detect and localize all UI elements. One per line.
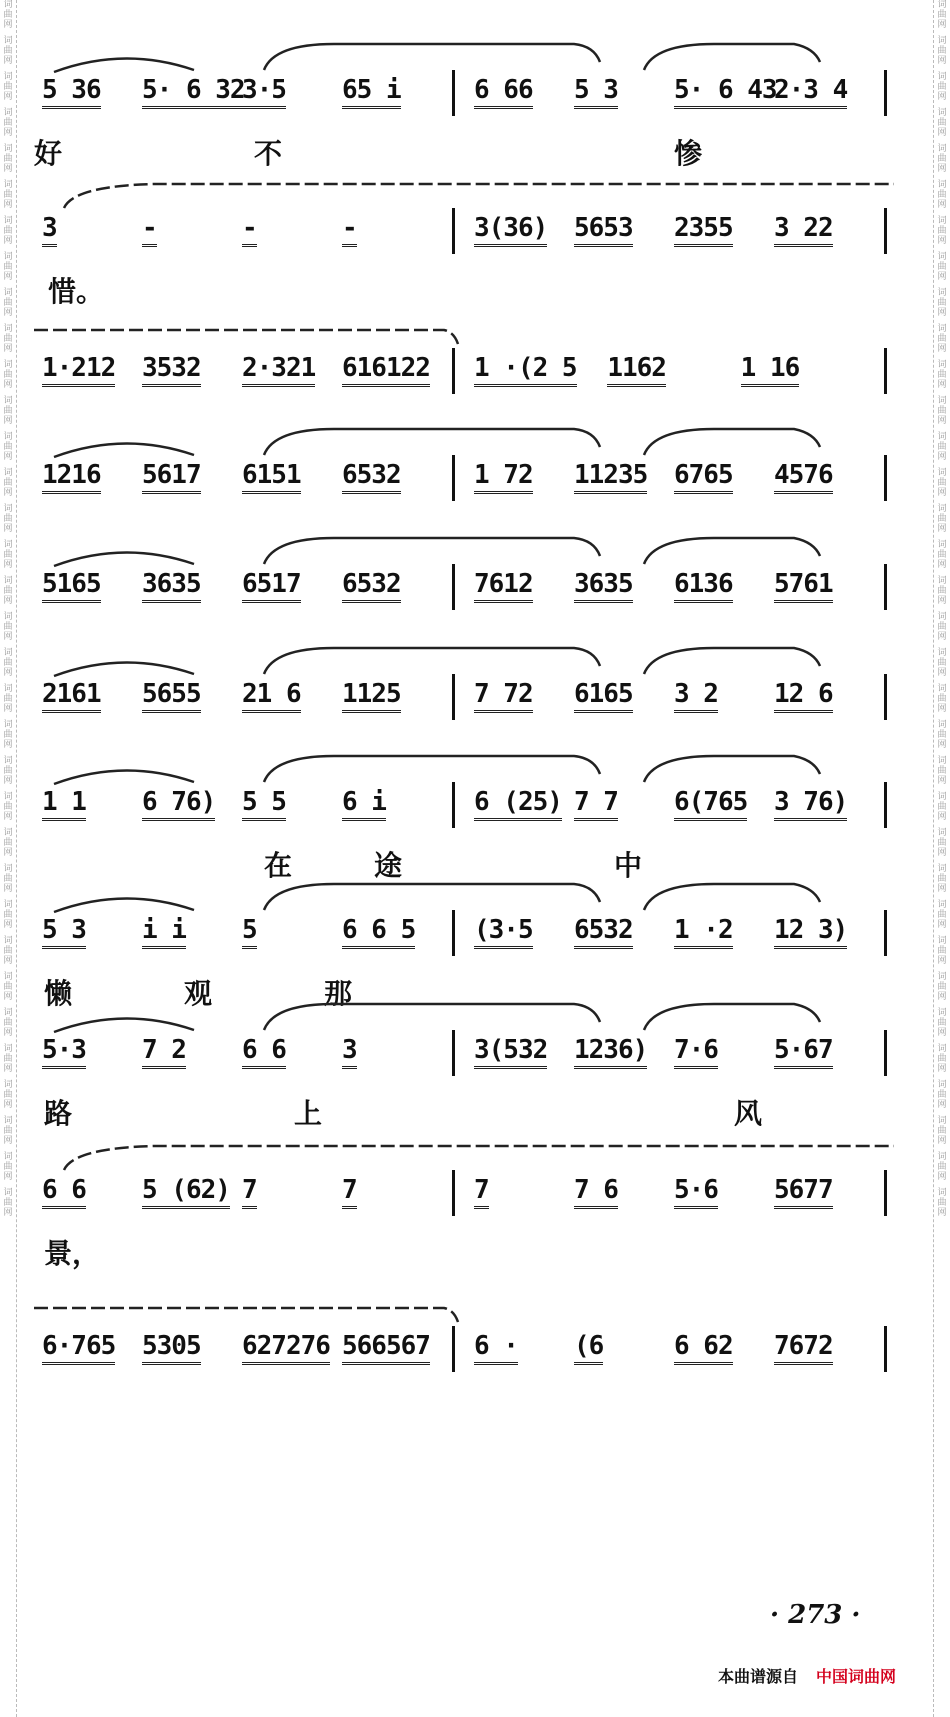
watermark-text: 词曲网	[3, 252, 13, 282]
note-group: 1236)	[574, 1036, 647, 1069]
slur-marks	[34, 318, 910, 358]
watermark-text: 词曲网	[937, 108, 947, 138]
watermark-text: 词曲网	[3, 864, 13, 894]
note-group: 6136	[674, 570, 733, 603]
slur-marks	[34, 178, 910, 218]
watermark-text: 词曲网	[937, 1044, 947, 1074]
watermark-text: 词曲网	[937, 684, 947, 714]
note-group: 6 6	[242, 1036, 286, 1069]
note-group: 3 76)	[774, 788, 847, 821]
note-group: -	[342, 214, 357, 247]
watermark-text: 词曲网	[937, 180, 947, 210]
note-group: 12 3)	[774, 916, 847, 949]
watermark-text: 词曲网	[937, 1116, 947, 1146]
note-group: 5653	[574, 214, 633, 247]
note-group: 5617	[142, 461, 201, 494]
note-group: 1162	[607, 354, 666, 387]
note-group: 5165	[42, 570, 101, 603]
watermark-text: 词曲网	[3, 36, 13, 66]
watermark-text: 词曲网	[3, 324, 13, 354]
note-group: 1125	[342, 680, 401, 713]
note-group: 1216	[42, 461, 101, 494]
note-group: 5· 6 32	[142, 76, 245, 109]
note-group: 5·6	[674, 1176, 718, 1209]
watermark-text: 词曲网	[3, 108, 13, 138]
note-group: 3	[42, 214, 57, 247]
note-group: 3	[342, 1036, 357, 1069]
slur-marks	[34, 880, 910, 920]
staff-system	[34, 1296, 910, 1406]
watermark-text: 词曲网	[3, 216, 13, 246]
note-group: 6 i	[342, 788, 386, 821]
barline	[452, 910, 455, 956]
watermark-text: 词曲网	[937, 252, 947, 282]
lyric-syllable: 景，	[44, 1237, 101, 1270]
note-group: 6 (25)	[474, 788, 562, 821]
watermark-text: 词曲网	[3, 0, 13, 30]
watermark-text: 词曲网	[937, 144, 947, 174]
note-group: 5 3	[574, 76, 618, 109]
note-group: 6(765	[674, 788, 747, 821]
staff-system	[34, 178, 910, 308]
note-group: 5·3	[42, 1036, 86, 1069]
note-group: 7	[342, 1176, 357, 1209]
barline	[452, 1030, 455, 1076]
note-group: 2355	[674, 214, 733, 247]
barline	[884, 348, 887, 394]
source-site-link[interactable]: 中国词曲网	[816, 1667, 897, 1686]
note-group: 6 ·	[474, 1332, 518, 1365]
note-group: 6532	[574, 916, 633, 949]
note-group: i i	[142, 916, 186, 949]
watermark-text: 词曲网	[3, 1008, 13, 1038]
watermark-text: 词曲网	[937, 1152, 947, 1182]
notation-row	[34, 76, 910, 122]
watermark-text: 词曲网	[937, 1188, 947, 1218]
page-number: · 273 ·	[770, 1600, 861, 1630]
watermark-text: 词曲网	[3, 360, 13, 390]
watermark-text: 词曲网	[3, 432, 13, 462]
watermark-text: 词曲网	[3, 648, 13, 678]
slur-marks	[34, 752, 910, 792]
slur-marks	[34, 1296, 910, 1336]
watermark-text: 词曲网	[937, 828, 947, 858]
note-group: 3532	[142, 354, 201, 387]
staff-system	[34, 425, 910, 535]
watermark-text: 词曲网	[937, 1008, 947, 1038]
watermark-text: 词曲网	[937, 648, 947, 678]
notation-row	[34, 1332, 910, 1378]
barline	[452, 1326, 455, 1372]
source-label: 本曲谱源自	[718, 1667, 799, 1686]
watermark-text: 词曲网	[3, 180, 13, 210]
watermark-text: 词曲网	[3, 756, 13, 786]
note-group: 7672	[774, 1332, 833, 1365]
notation-row	[34, 214, 910, 260]
barline	[452, 70, 455, 116]
notation-row	[34, 1036, 910, 1082]
staff-system	[34, 644, 910, 754]
note-group: 3(36)	[474, 214, 547, 247]
watermark-text: 词曲网	[937, 324, 947, 354]
note-group: 6 76)	[142, 788, 215, 821]
lyric-syllable: 路	[44, 1097, 73, 1130]
watermark-text: 词曲网	[3, 1152, 13, 1182]
barline	[884, 1326, 887, 1372]
slur-marks	[34, 425, 910, 465]
staff-system	[34, 1000, 910, 1130]
lyric-syllable: 风	[734, 1097, 763, 1130]
note-group: 2·321	[242, 354, 315, 387]
barline	[884, 564, 887, 610]
slur-marks	[34, 534, 910, 574]
note-group: 5	[242, 916, 257, 949]
note-group: 5 36	[42, 76, 101, 109]
staff-system	[34, 534, 910, 644]
lyric-syllable: 好	[34, 137, 63, 170]
note-group: 1·212	[42, 354, 115, 387]
note-group: 6151	[242, 461, 301, 494]
slur-marks	[34, 1000, 910, 1040]
watermark-text: 词曲网	[937, 72, 947, 102]
note-group: 6165	[574, 680, 633, 713]
barline	[884, 1030, 887, 1076]
note-group: 21 6	[242, 680, 301, 713]
watermark-text: 词曲网	[3, 720, 13, 750]
lyric-syllable: 不	[254, 137, 283, 170]
note-group: 3(532	[474, 1036, 547, 1069]
watermark-text: 词曲网	[937, 576, 947, 606]
note-group: 1 72	[474, 461, 533, 494]
barline	[452, 455, 455, 501]
note-group: -	[142, 214, 157, 247]
note-group: 2161	[42, 680, 101, 713]
barline	[452, 348, 455, 394]
note-group: 5761	[774, 570, 833, 603]
note-group: 566567	[342, 1332, 430, 1365]
note-group: 7	[242, 1176, 257, 1209]
watermark-text: 词曲网	[3, 72, 13, 102]
lyric-syllable: 上	[294, 1097, 323, 1130]
watermark-text: 词曲网	[3, 972, 13, 1002]
barline	[452, 674, 455, 720]
staff-system	[34, 752, 910, 882]
note-group: 7 6	[574, 1176, 618, 1209]
notation-row	[34, 1176, 910, 1222]
lyric-syllable: 惨	[674, 137, 703, 170]
note-group: 616122	[342, 354, 430, 387]
note-group: 6 6 5	[342, 916, 415, 949]
watermark-text: 词曲网	[937, 612, 947, 642]
watermark-text: 词曲网	[937, 432, 947, 462]
note-group: 7	[474, 1176, 489, 1209]
note-group: 627276	[242, 1332, 330, 1365]
barline	[452, 1170, 455, 1216]
barline	[884, 782, 887, 828]
note-group: 4576	[774, 461, 833, 494]
watermark-text: 词曲网	[937, 792, 947, 822]
note-group: 3 22	[774, 214, 833, 247]
note-group: 3635	[574, 570, 633, 603]
watermark-text: 词曲网	[937, 720, 947, 750]
watermark-text: 词曲网	[3, 288, 13, 318]
watermark-text: 词曲网	[937, 36, 947, 66]
note-group: 5·67	[774, 1036, 833, 1069]
lyric-syllable: 懒	[44, 977, 73, 1010]
slur-marks	[34, 644, 910, 684]
note-group: (6	[574, 1332, 603, 1365]
lyric-syllable: 在	[264, 849, 293, 882]
notation-row	[34, 461, 910, 507]
note-group: 6532	[342, 570, 401, 603]
note-group: 5677	[774, 1176, 833, 1209]
slur-marks	[34, 1140, 910, 1180]
staff-system	[34, 1140, 910, 1270]
watermark-text: 词曲网	[937, 1080, 947, 1110]
note-group: (3·5	[474, 916, 533, 949]
note-group: 6765	[674, 461, 733, 494]
watermark-text: 词曲网	[937, 540, 947, 570]
lyric-syllable: 观	[184, 977, 213, 1010]
watermark-text: 词曲网	[937, 504, 947, 534]
staff-system	[34, 318, 910, 428]
watermark-text: 词曲网	[937, 864, 947, 894]
watermark-text: 词曲网	[3, 936, 13, 966]
note-group: -	[242, 214, 257, 247]
barline	[452, 208, 455, 254]
staff-system	[34, 40, 910, 170]
lyric-syllable: 那	[324, 977, 353, 1010]
note-group: 11235	[574, 461, 647, 494]
watermark-text: 词曲网	[937, 756, 947, 786]
watermark-text: 词曲网	[3, 468, 13, 498]
note-group: 1 1	[42, 788, 86, 821]
note-group: 3 2	[674, 680, 718, 713]
note-group: 5305	[142, 1332, 201, 1365]
note-group: 1 ·2	[674, 916, 733, 949]
note-group: 2·3 4	[774, 76, 847, 109]
barline	[884, 1170, 887, 1216]
note-group: 5655	[142, 680, 201, 713]
note-group: 7 2	[142, 1036, 186, 1069]
note-group: 7612	[474, 570, 533, 603]
barline	[884, 910, 887, 956]
notation-row	[34, 916, 910, 962]
watermark-text: 词曲网	[937, 216, 947, 246]
watermark-text: 词曲网	[937, 972, 947, 1002]
watermark-text: 词曲网	[3, 540, 13, 570]
watermark-text: 词曲网	[3, 1116, 13, 1146]
lyric-syllable: 惜。	[48, 275, 105, 308]
watermark-text: 词曲网	[3, 900, 13, 930]
note-group: 6 62	[674, 1332, 733, 1365]
watermark-text: 词曲网	[3, 1044, 13, 1074]
source-credit	[718, 1664, 896, 1687]
note-group: 6532	[342, 461, 401, 494]
note-group: 7 7	[574, 788, 618, 821]
lyric-syllable: 中	[614, 849, 643, 882]
lyric-syllable: 途	[374, 849, 403, 882]
note-group: 7 72	[474, 680, 533, 713]
watermark-text: 词曲网	[3, 396, 13, 426]
watermark-text: 词曲网	[3, 684, 13, 714]
watermark-text: 词曲网	[937, 900, 947, 930]
watermark-text: 词曲网	[3, 1080, 13, 1110]
note-group: 6 66	[474, 76, 533, 109]
barline	[452, 564, 455, 610]
note-group: 65 i	[342, 76, 401, 109]
note-group: 6·765	[42, 1332, 115, 1365]
barline	[452, 782, 455, 828]
barline	[884, 208, 887, 254]
note-group: 1 ·(2 5	[474, 354, 577, 387]
note-group: 6517	[242, 570, 301, 603]
note-group: 5· 6 43	[674, 76, 777, 109]
watermark-text: 词曲网	[937, 0, 947, 30]
notation-row	[34, 680, 910, 726]
note-group: 7·6	[674, 1036, 718, 1069]
note-group: 3·5	[242, 76, 286, 109]
note-group: 5 5	[242, 788, 286, 821]
watermark-text: 词曲网	[937, 468, 947, 498]
barline	[884, 455, 887, 501]
watermark-text: 词曲网	[3, 612, 13, 642]
notation-row	[34, 354, 910, 400]
watermark-text: 词曲网	[3, 144, 13, 174]
watermark-text: 词曲网	[3, 1188, 13, 1218]
note-group: 5 (62)	[142, 1176, 230, 1209]
watermark-text: 词曲网	[3, 504, 13, 534]
notation-row	[34, 570, 910, 616]
note-group: 12 6	[774, 680, 833, 713]
note-group: 1 16	[741, 354, 800, 387]
note-group: 5 3	[42, 916, 86, 949]
note-group: 6 6	[42, 1176, 86, 1209]
barline	[884, 70, 887, 116]
note-group: 3635	[142, 570, 201, 603]
watermark-text: 词曲网	[937, 288, 947, 318]
barline	[884, 674, 887, 720]
watermark-text: 词曲网	[3, 792, 13, 822]
watermark-text: 词曲网	[937, 360, 947, 390]
staff-system	[34, 880, 910, 1010]
watermark-text: 词曲网	[3, 828, 13, 858]
watermark-text: 词曲网	[937, 396, 947, 426]
notation-row	[34, 788, 910, 834]
slur-marks	[34, 40, 910, 80]
watermark-text: 词曲网	[3, 576, 13, 606]
watermark-text: 词曲网	[937, 936, 947, 966]
